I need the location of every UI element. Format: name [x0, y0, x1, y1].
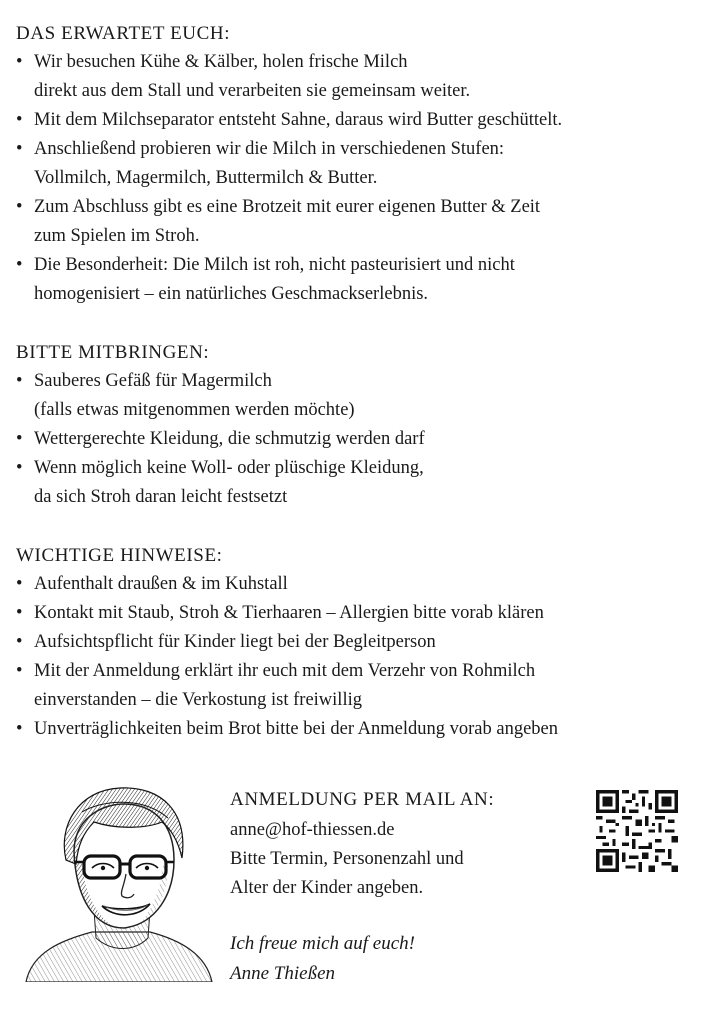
contact-note: Bitte Termin, Personenzahl und — [230, 849, 464, 869]
list-item-line: • Anschließend probieren wir die Milch in verschiedenen Stufen: — [34, 139, 505, 159]
list-item — [16, 106, 706, 135]
list-item — [16, 193, 706, 251]
portrait-illustration — [22, 782, 214, 982]
section-bring-along — [16, 339, 706, 512]
list-item — [16, 251, 706, 309]
list-item-line: • Die Besonderheit: Die Milch ist roh, nicht pasteurisiert und nicht — [34, 255, 515, 275]
contact-note: Alter der Kinder angeben. — [230, 878, 424, 898]
list-item — [16, 367, 706, 425]
list-item-line: • Wir besuchen Kühe & Kälber, holen frische Milch — [34, 52, 408, 72]
contact-email: anne@hof-thiessen.de — [230, 820, 395, 840]
list-item — [16, 454, 706, 512]
flyer-content — [16, 20, 706, 774]
list-item — [16, 628, 706, 657]
signature: Anne Thießen — [230, 963, 336, 984]
contact-block — [230, 786, 570, 989]
list-item — [16, 48, 706, 106]
greeting-line: Ich freue mich auf euch! — [230, 933, 415, 954]
section-title: BITTE MITBRINGEN: — [16, 342, 210, 363]
list-item-line: • Mit dem Milchseparator entsteht Sahne, daraus wird Butter geschüttelt. — [34, 110, 563, 130]
list-item-line: • Zum Abschluss gibt es eine Brotzeit mit eurer eigenen Butter & Zeit — [34, 197, 541, 217]
bring-along-list — [16, 367, 706, 512]
section-title: WICHTIGE HINWEISE: — [16, 545, 223, 566]
list-item-line: • Kontakt mit Staub, Stroh & Tierhaaren – Allergien bitte vorab klären — [34, 603, 544, 623]
list-item-line: (falls etwas mitgenommen werden möchte) — [34, 400, 355, 420]
list-item-line: • Mit der Anmeldung erklärt ihr euch mit dem Verzehr von Rohmilch — [34, 661, 536, 681]
list-item-line: • Sauberes Gefäß für Magermilch — [34, 371, 272, 391]
list-item-line: direkt aus dem Stall und verarbeiten sie gemeinsam weiter. — [34, 81, 471, 101]
list-item — [16, 135, 706, 193]
expectations-list — [16, 48, 706, 309]
list-item — [16, 715, 706, 744]
list-item-line: • Aufenthalt draußen & im Kuhstall — [34, 574, 288, 594]
section-expectations — [16, 20, 706, 309]
section-notes — [16, 542, 706, 744]
greeting — [230, 929, 570, 989]
list-item-line: da sich Stroh daran leicht festsetzt — [34, 487, 288, 507]
qr-code-icon — [596, 790, 678, 872]
list-item-line: • Wenn möglich keine Woll- oder plüschige Kleidung, — [34, 458, 424, 478]
list-item-line: zum Spielen im Stroh. — [34, 226, 200, 246]
contact-title: ANMELDUNG PER MAIL AN: — [230, 789, 495, 810]
list-item-line: • Aufsichtspflicht für Kinder liegt bei der Begleitperson — [34, 632, 436, 652]
list-item-line: homogenisiert – ein natürliches Geschmackserlebnis. — [34, 284, 429, 304]
list-item-line: • Unverträglichkeiten beim Brot bitte bei der Anmeldung vorab angeben — [34, 719, 559, 739]
list-item-line: Vollmilch, Magermilch, Buttermilch & Butter. — [34, 168, 378, 188]
notes-list — [16, 570, 706, 744]
list-item — [16, 570, 706, 599]
list-item-line: einverstanden – die Verkostung ist freiwillig — [34, 690, 362, 710]
list-item-line: • Wettergerechte Kleidung, die schmutzig werden darf — [34, 429, 425, 449]
list-item — [16, 425, 706, 454]
list-item — [16, 657, 706, 715]
list-item — [16, 599, 706, 628]
section-title: DAS ERWARTET EUCH: — [16, 23, 231, 44]
